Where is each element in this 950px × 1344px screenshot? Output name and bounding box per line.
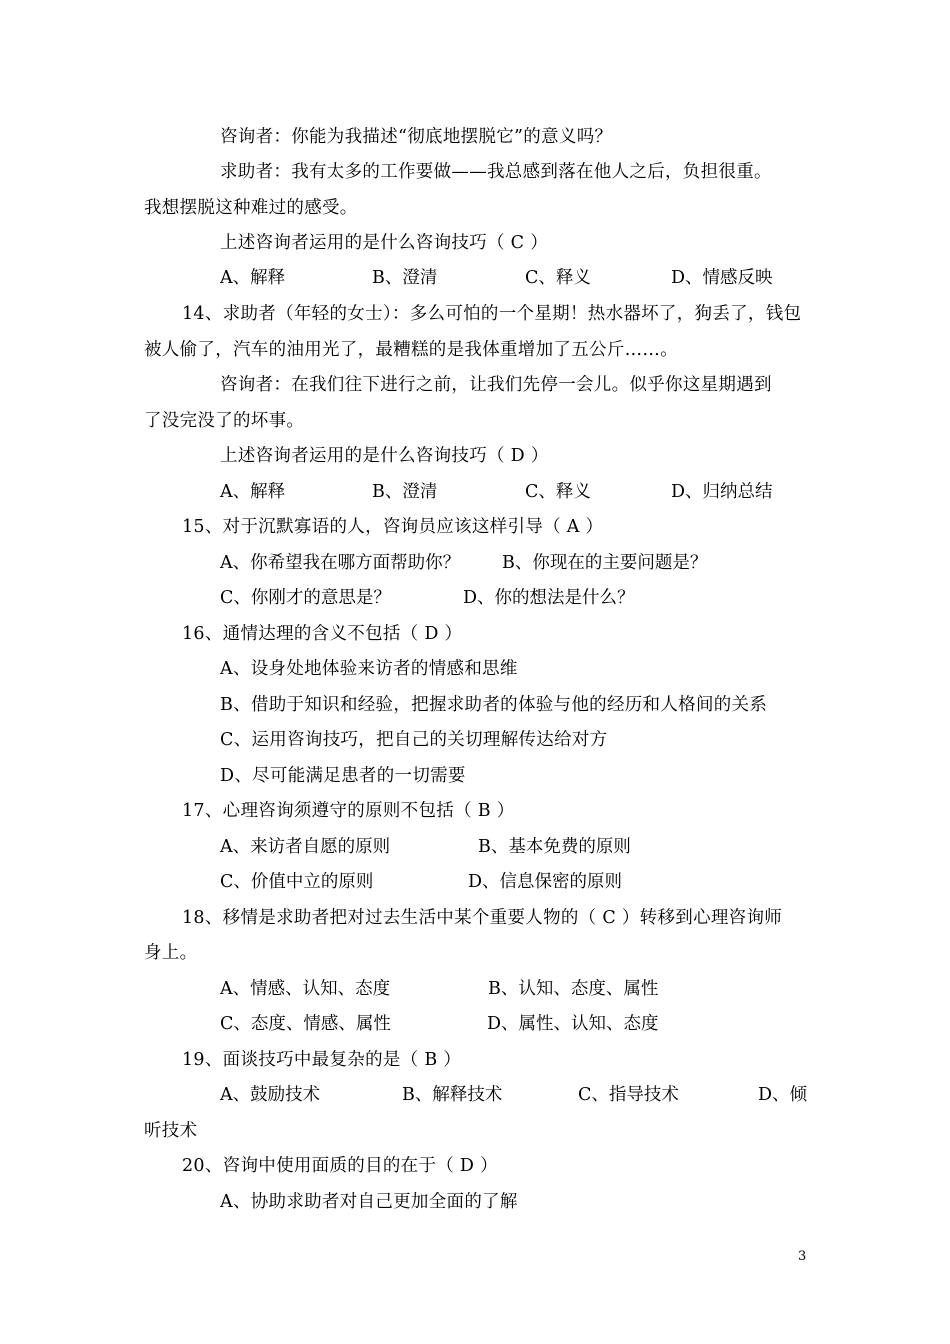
page-number: 3 bbox=[798, 1249, 807, 1264]
question-18-stem-cont: 身上。 bbox=[144, 943, 198, 963]
q18-option-b: B、认知、态度、属性 bbox=[488, 979, 659, 999]
question-16-stem: 16、通情达理的含义不包括（ D ） bbox=[182, 624, 463, 644]
q14-option-a: A、解释 bbox=[220, 482, 286, 502]
q18-option-a: A、情感、认知、态度 bbox=[220, 979, 391, 999]
q19-option-c: C、指导技术 bbox=[578, 1085, 679, 1105]
question-19-stem: 19、面谈技巧中最复杂的是（ B ） bbox=[182, 1050, 462, 1070]
q13-option-b: B、澄清 bbox=[372, 268, 438, 288]
q14-option-d: D、归纳总结 bbox=[671, 482, 773, 502]
question-14-prompt: 上述咨询者运用的是什么咨询技巧（ D ） bbox=[220, 446, 549, 466]
q16-option-a: A、设身处地体验来访者的情感和思维 bbox=[220, 659, 518, 679]
question-17-stem: 17、心理咨询须遵守的原则不包括（ B ） bbox=[182, 801, 515, 821]
q19-option-b: B、解释技术 bbox=[402, 1085, 503, 1105]
question-14-counselor-cont: 了没完没了的坏事。 bbox=[144, 411, 305, 431]
q20-option-a: A、协助求助者对自己更加全面的了解 bbox=[220, 1192, 518, 1212]
dialogue-client-line: 求助者：我有太多的工作要做——我总感到落在他人之后，负担很重。 bbox=[220, 162, 772, 182]
q15-option-b: B、你现在的主要问题是？ bbox=[502, 553, 708, 573]
question-13-prompt: 上述咨询者运用的是什么咨询技巧（ C ） bbox=[220, 233, 549, 253]
q18-option-c: C、态度、情感、属性 bbox=[220, 1014, 391, 1034]
q14-option-c: C、释义 bbox=[525, 482, 591, 502]
question-14-counselor: 咨询者：在我们往下进行之前，让我们先停一会儿。似乎你这星期遇到 bbox=[220, 375, 772, 395]
q19-option-d-cont: 听技术 bbox=[144, 1121, 198, 1141]
q17-option-a: A、来访者自愿的原则 bbox=[220, 837, 391, 857]
q15-option-c: C、你刚才的意思是？ bbox=[220, 588, 391, 608]
q14-option-b: B、澄清 bbox=[372, 482, 438, 502]
q15-option-a: A、你希望我在哪方面帮助你？ bbox=[220, 553, 461, 573]
q13-option-d: D、情感反映 bbox=[671, 268, 773, 288]
q16-option-d: D、尽可能满足患者的一切需要 bbox=[220, 766, 466, 786]
dialogue-counselor-line: 咨询者：你能为我描述“彻底地摆脱它”的意义吗？ bbox=[220, 127, 613, 147]
q16-option-b: B、借助于知识和经验，把握求助者的体验与他的经历和人格间的关系 bbox=[220, 695, 768, 715]
q15-option-d: D、你的想法是什么？ bbox=[463, 588, 635, 608]
q13-option-a: A、解释 bbox=[220, 268, 286, 288]
q13-option-c: C、释义 bbox=[525, 268, 591, 288]
q17-option-b: B、基本免费的原则 bbox=[478, 837, 631, 857]
q18-option-d: D、属性、认知、态度 bbox=[487, 1014, 659, 1034]
q16-option-c: C、运用咨询技巧，把自己的关切理解传达给对方 bbox=[220, 730, 608, 750]
question-18-stem: 18、移情是求助者把对过去生活中某个重要人物的（ C ）转移到心理咨询师 bbox=[182, 908, 783, 928]
question-15-stem: 15、对于沉默寡语的人，咨询员应该这样引导（ A ） bbox=[182, 517, 604, 537]
q17-option-d: D、信息保密的原则 bbox=[468, 872, 623, 892]
q19-option-a: A、鼓励技术 bbox=[220, 1085, 321, 1105]
question-14-stem-cont: 被人偷了，汽车的油用光了，最糟糕的是我体重增加了五公斤……。 bbox=[144, 340, 678, 360]
q19-option-d: D、倾 bbox=[758, 1085, 808, 1105]
question-20-stem: 20、咨询中使用面质的目的在于（ D ） bbox=[182, 1156, 498, 1176]
q17-option-c: C、价值中立的原则 bbox=[220, 872, 374, 892]
dialogue-client-line-cont: 我想摆脱这种难过的感受。 bbox=[144, 198, 358, 218]
question-14-stem: 14、求助者（年轻的女士）：多么可怕的一个星期！热水器坏了，狗丢了，钱包 bbox=[182, 304, 802, 324]
